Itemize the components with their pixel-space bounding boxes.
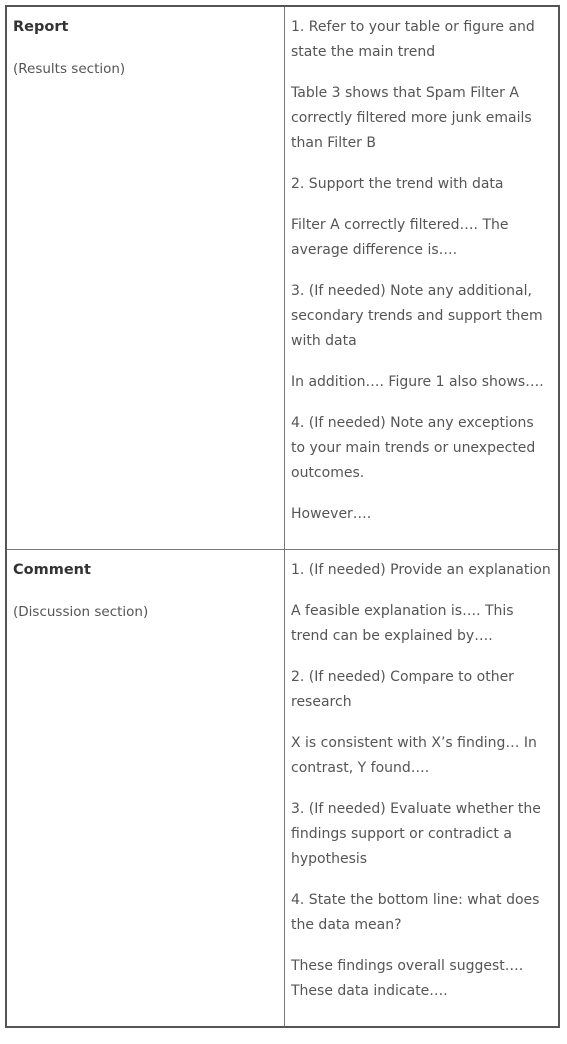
step-text: 3. (If needed) Evaluate whether the findings support or contradict a hypothesis [291,801,541,867]
example-text: In addition…. Figure 1 also shows…. [291,374,544,390]
example-text: However…. [291,506,372,522]
example-text: These findings overall suggest…. These data indicate…. [291,958,524,999]
row-subtitle: (Discussion section) [13,604,149,620]
step-text: 3. (If needed) Note any additional, secondary trends and support them with data [291,283,543,349]
row-label-cell [7,550,285,1026]
step-text: 2. Support the trend with data [291,176,504,192]
row-label-cell [7,7,285,549]
guide-table [5,5,560,1028]
row-content-cell [285,550,558,1026]
step-text: 4. (If needed) Note any exceptions to your main trends or unexpected outcomes. [291,415,536,481]
table-row-comment [7,550,558,1026]
row-title: Comment [13,562,91,578]
example-text: Filter A correctly filtered…. The average difference is…. [291,217,509,258]
row-title: Report [13,19,69,35]
step-text: 1. Refer to your table or figure and state the main trend [291,19,535,60]
step-text: 2. (If needed) Compare to other research [291,669,514,710]
table-row-report [7,7,558,550]
example-text: X is consistent with X’s finding… In contrast, Y found…. [291,735,537,776]
example-text: Table 3 shows that Spam Filter A correctly filtered more junk emails than Filter B [291,85,532,151]
row-subtitle: (Results section) [13,61,126,77]
example-text: A feasible explanation is…. This trend can be explained by…. [291,603,514,644]
row-content-cell [285,7,558,549]
step-text: 4. State the bottom line: what does the data mean? [291,892,540,933]
step-text: 1. (If needed) Provide an explanation [291,562,551,578]
